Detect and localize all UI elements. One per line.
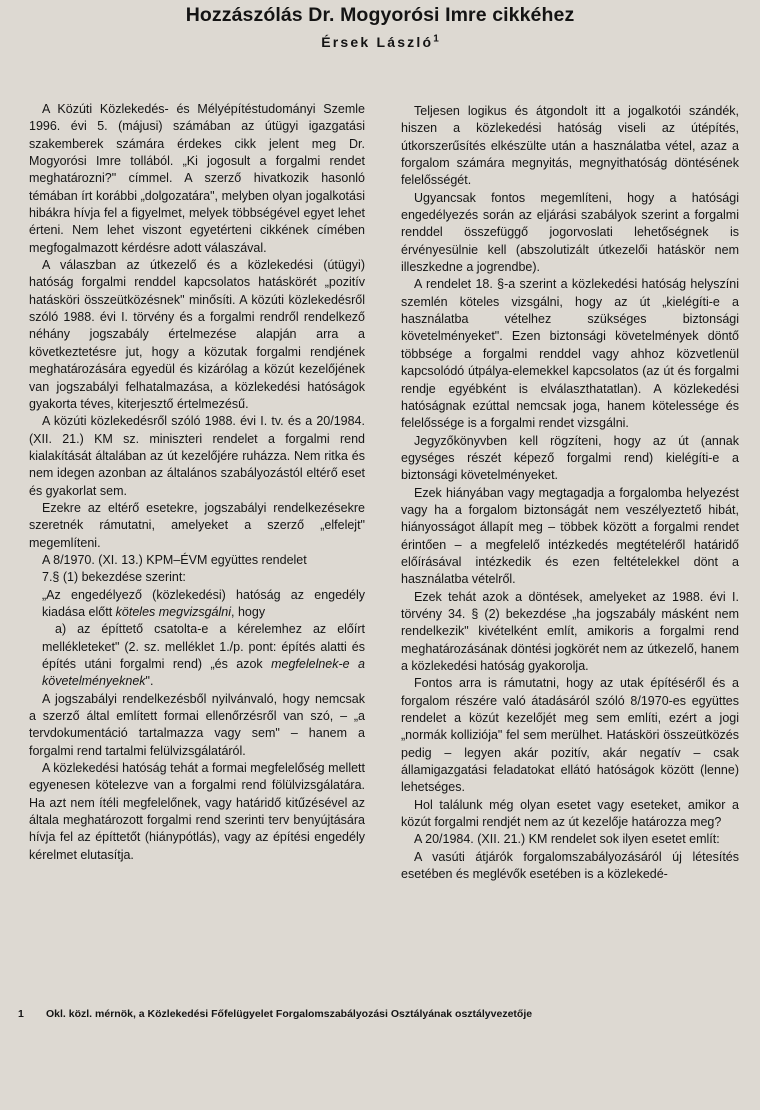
- footnote-text: Okl. közl. mérnök, a Közlekedési Főfelügyelet Forgalomszabályozási Osztályának osztályvezetője: [46, 1008, 533, 1020]
- quote-text: „Az engedélyező (közlekedési) hatóság az engedély kiadása előtt: [42, 587, 365, 619]
- quote-paragraph: [29, 621, 365, 690]
- paragraph: Fontos arra is rámutatni, hogy az utak építéséről és a forgalom részére való átadásáról szóló 8/1970-es együttes rendelet a közút kezelőjét meg sem említi, ezért a jogi „normák kolliziója" fel sem merülhet. Hatásköri összeütközés pedig – legyen akár pozitív, akár negatív – csak államigazgatási feladatokat ellátó hatóságok között (lenne) lehetséges.: [401, 676, 739, 795]
- paragraph: A közúti közlekedésről szóló 1988. évi I. tv. és a 20/1984. (XII. 21.) KM sz. miniszteri rendelet a forgalmi rend kialakítását általában az út kezelőjére ruházza. Nem ritka és nem idegen azonban az általános szabályozástól eltérő eset és gyakorlat sem.: [29, 414, 365, 498]
- paragraph: Teljesen logikus és átgondolt itt a jogalkotói szándék, hiszen a közlekedési hatóság viseli az útépítés, útkorszerűsítés elkészülte után a használatba vétel, azaz a forgalom számára megnyitás, megnyithatóság döntésének felelősségét.: [401, 104, 739, 188]
- footnote-marker: 1: [18, 1008, 24, 1020]
- paragraph: A 8/1970. (XI. 13.) KPM–ÉVM együttes rendelet: [42, 552, 307, 567]
- paragraph: A válaszban az útkezelő és a közlekedési (útügyi) hatóság forgalmi renddel kapcsolatos hatáskörét „pozitív hatásköri összeütközésnek" minősíti. A közúti közlekedésről szóló 1988. évi I. törvény és a forgalmi rendről rendelkező néhány jogszabály értelmezése alapján arra a következtetésre jut, hogy a közutak forgalmi rendjének meghatározására egyedül és kizárólag a közút kezelőjének van jogszabályi felhatalmazása, a közlekedési hatóságok gyakorta téves, kiterjesztő értelmezésű.: [29, 258, 365, 411]
- right-column: [401, 103, 739, 883]
- paragraph: A rendelet 18. §-a szerint a közlekedési hatóság helyszíni szemlén köteles vizsgálni, hogy az út „kielégíti-e a használatba vételhez szükséges biztonsági követelményeket". Ezen biztonsági követelmények döntő többsége a forgalmi renddel vagy ahhoz közvetlenül kapcsolódó útpálya-elemekkel kapcsolatos (az út és forgalmi rendje egyébként is elválaszthatatlan). A közlekedési hatóságnak ezúttal nemcsak joga, hanem kötelessége és felelőssége is a forgalmi rendet vizsgálni.: [401, 277, 739, 431]
- paragraph: A vasúti átjárók forgalomszabályozásáról új létesítés esetében és meglévők esetében is a közlekedé-: [401, 849, 739, 882]
- quote-text: , hogy: [231, 604, 266, 619]
- footnote: [18, 1008, 738, 1020]
- emphasis-text: megfelelnek-e a követelményeknek: [42, 657, 365, 689]
- author-name: Érsek László: [321, 34, 434, 50]
- paragraph: Ugyancsak fontos megemlíteni, hogy a hatósági engedélyezés során az eljárási szabályok szerint a forgalmi renddel összefüggő jogorvoslati lehetőségnek is érvényesülnie kell (abszolutizált útkezelői hatáskör nem illeszkedne a jogrendbe).: [401, 190, 739, 275]
- paragraph: Ezekre az eltérő esetekre, jogszabályi rendelkezésekre szeretnék rámutatni, amelyeket a szerző „elfelejt" megemlíteni.: [29, 500, 365, 550]
- author-footnote-marker: 1: [433, 33, 439, 45]
- quote-paragraph: [29, 587, 365, 622]
- paragraph: Ezek tehát azok a döntések, amelyeket az 1988. évi I. törvény 34. § (2) bekezdése „ha jogszabály másként nem rendelkezik" kivételként említ, amikoris a forgalmi rend meghatározásának döntési jogkörét nem az útkezelő, hanem a közlekedési hatóság gyakorolja.: [401, 589, 739, 673]
- article-title: Hozzászólás Dr. Mogyorósi Imre cikkéhez: [185, 4, 575, 26]
- paragraph: 7.§ (1) bekezdése szerint:: [42, 570, 186, 585]
- paragraph: A Közúti Közlekedés- és Mélyépítéstudományi Szemle 1996. évi 5. (májusi) számában az útügyi igazgatási szakemberek számára érdekes cikk jelent meg Dr. Mogyorósi Imre tollából. „Ki jogosult a forgalmi rendet meghatározni?" címmel. A szerző hivatkozik hasonló témában írt korábbi „dolgozatára", melyben olyan jogalkotási hibákra hívja fel a figyelmet, melyek többségével egyet lehet érteni. Nem lehet viszont egyetérteni cikkének címében megfogalmazott kérdésre adott válaszával.: [29, 102, 365, 255]
- emphasis-text: köteles megvizsgálni: [115, 604, 232, 619]
- paragraph: Ezek hiányában vagy megtagadja a forgalomba helyezést vagy ha a forgalom biztonságát nem veszélyeztető hibát, hiányosságot állapít meg – többek között a forgalmi rendet érintően – a megfelelő intézkedés megtételéről határidő előírásával intézkedik és ezen feltételekkel dönt a használatba vételről.: [401, 485, 739, 587]
- quote-text: a) az építtető csatolta-e a kérelemhez az előírt mellékleteket" (2. sz. melléklet 1./p. pont: építés alatti és építés utáni forgalmi rend) „és azok: [42, 622, 365, 671]
- author-line: [0, 34, 760, 50]
- paragraph: Hol találunk még olyan esetet vagy eseteket, amikor a közút forgalmi rendjét nem az út kezelője határozza meg?: [401, 797, 739, 830]
- paragraph: A közlekedési hatóság tehát a formai megfelelőség mellett egyenesen kötelezve van a forgalmi rend fölülvizsgálatára. Ha azt nem ítéli megfelelőnek, vagy határidő kitűzésével az általa meghatározott forgalmi rend szerinti terv benyújtására hívja fel az építtetőt (hiánypótlás), vagy az építési engedély kérelmet elutasítja.: [29, 761, 365, 862]
- quote-text: ".: [145, 674, 154, 689]
- paragraph: Jegyzőkönyvben kell rögzíteni, hogy az út (annak egységes részét képező forgalmi rend) kielégíti-e a biztonsági követelményeket.: [401, 433, 739, 483]
- left-column: [29, 101, 365, 864]
- paragraph: A jogszabályi rendelkezésből nyilvánvaló, hogy nemcsak a szerző által említett formai ellenőrzésről van szó, – „a tervdokumentáció tartalmazza vagy sem" – hanem a forgalmi rend tartalmi felülvizsgálatáról.: [29, 691, 365, 758]
- paragraph: A 20/1984. (XII. 21.) KM rendelet sok ilyen esetet említ:: [414, 832, 720, 847]
